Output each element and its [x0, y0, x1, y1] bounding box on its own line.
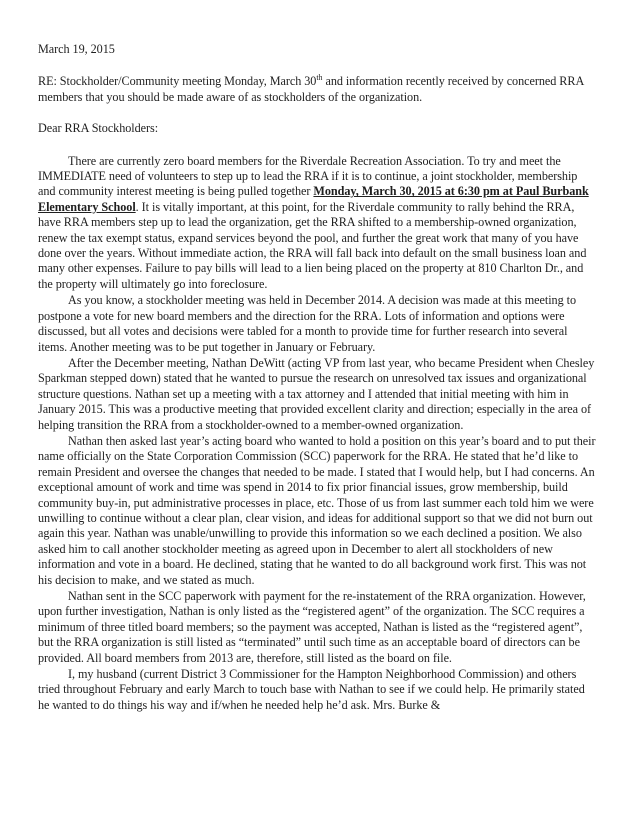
subject-text-start: RE: Stockholder/Community meeting Monday, March 30 — [38, 74, 317, 89]
paragraph-1-text-end: . It is vitally important, at this point, for the Riverdale community to rally behind the RRA, have RRA members step up to lead the organization, get the RRA shifted to a membership-owned organization, renew the tax exempt status, expand services beyond the pool, and further the great work that many of you have done over the years. Without immediate action, the RRA will fall back into default on the small business loan and many other expenses. Failure to pay bills will lead to a lien being placed on the property at 810 Charlton Dr., and the property will ultimately go into foreclosure. — [38, 199, 587, 291]
subject-ordinal-suffix: th — [316, 73, 323, 83]
paragraph-6: I, my husband (current District 3 Commissioner for the Hampton Neighborhood Commission) and others tried throughout February and early March to touch base with Nathan to see if we could help. He primarily stated he wanted to do things his way and if/when he needed help he’d ask. Mrs. Burke & — [38, 667, 585, 712]
subject-line — [38, 74, 596, 105]
subject-text-end: and information recently received by concerned RRA members that you should be made aware of as stockholders of the organization. — [38, 74, 584, 104]
salutation: Dear RRA Stockholders: — [38, 121, 159, 136]
meeting-date-emphasis: Monday, March 30, 2015 at 6:30 pm at Paul Burbank Elementary School — [38, 184, 589, 214]
paragraph-1 — [38, 154, 596, 293]
paragraph-4: Nathan then asked last year’s acting board who wanted to hold a position on this year’s board and to put their name officially on the State Corporation Commission (SCC) paperwork for the RRA. He stated that he’d like to remain President and oversee the changes that needed to be made. I stated that I would help, but I had concerns. An exceptional amount of work and time was spend in 2014 to fix prior financial issues, grow membership, build community buy-in, put administrative processes in place, etc. Those of us from last summer each told him we were unwilling to continue without a clear plan, clear vision, and ideas for additional support so that we did not burn out again this year. Nathan was unable/unwilling to provide this information so we each declined a position. We also asked him to call another stockholder meeting as agreed upon in December to alert all stockholders of new information and vote in a board. He declined, stating that he wanted to do all background work first. This was not his decision to make, and we stated as much. — [38, 433, 596, 587]
letter-body — [38, 42, 596, 714]
letter-date: March 19, 2015 — [38, 42, 115, 56]
paragraph-1-text-start: There are currently zero board members for the Riverdale Recreation Association. To try and meet the IMMEDIATE need of volunteers to step up to lead the RRA if it is to continue, a joint stockholder, membership and community interest meeting is being pulled together — [38, 153, 578, 199]
paragraph-5: Nathan sent in the SCC paperwork with payment for the re-instatement of the RRA organization. However, upon further investigation, Nathan is only listed as the “registered agent” of the organization. The SCC requires a minimum of three titled board members; so the payment was accepted, Nathan is listed as the “registered agent”, but the RRA organization is still listed as “terminated” until such time as an acceptable board of directors can be provided. All board members from 2013 are, therefore, still listed as the board on file. — [38, 589, 586, 665]
paragraph-3: After the December meeting, Nathan DeWitt (acting VP from last year, who became President when Chesley Sparkman stepped down) stated that he wanted to pursue the research on unresolved tax issues and organizational structure questions. Nathan set up a meeting with a tax attorney and I attended that initial meeting with him in January 2015. This was a productive meeting that provided excellent clarity and direction; especially in the area of helping transition the RRA from a stockholder-owned to a member-owned organization. — [38, 355, 595, 432]
paragraph-2: As you know, a stockholder meeting was held in December 2014. A decision was made at this meeting to postpone a vote for new board members and the direction for the RRA. Lots of information and options were discussed, but all votes and decisions were tabled for a month to provide time for further research into several items. Another meeting was to be put together in January or February. — [38, 293, 577, 354]
